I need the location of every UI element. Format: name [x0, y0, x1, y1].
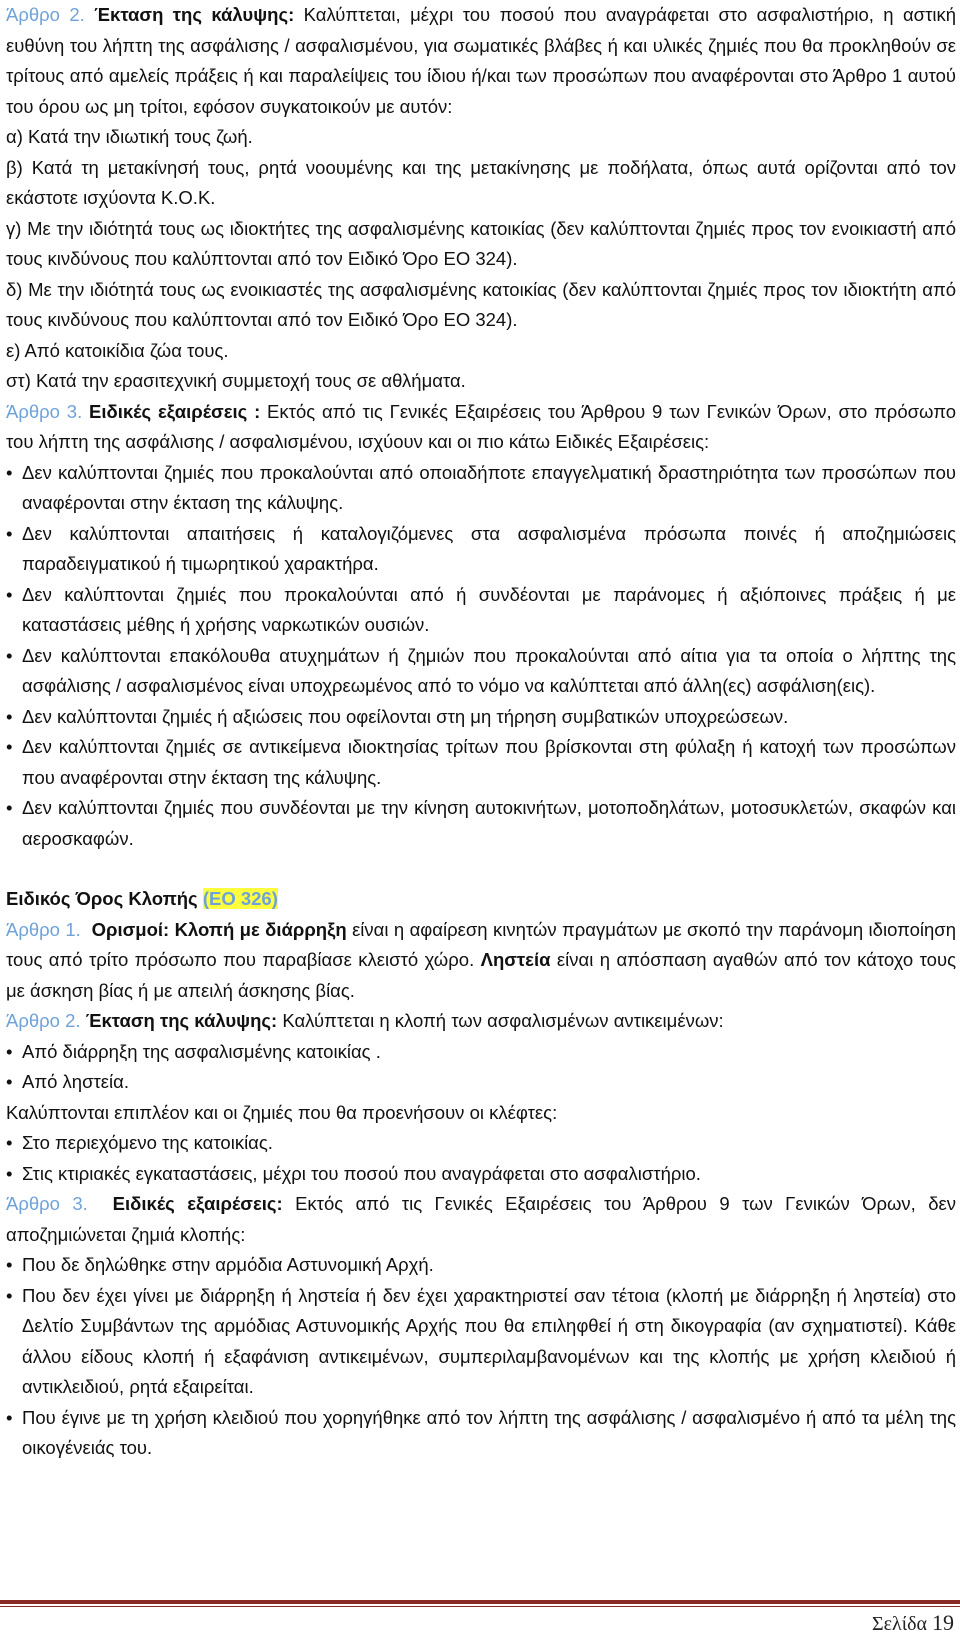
section-title: Ειδικός Όρος Κλοπής [6, 888, 198, 909]
paragraph-art1-definitions [6, 915, 956, 1007]
article-title: Ειδικές εξαιρέσεις : [89, 400, 261, 422]
bullet-item: • Δεν καλύπτονται απαιτήσεις ή καταλογιζόμενες στα ασφαλισμένα πρόσωπα ποινές ή αποζημιώσεις παραδειγματικού ή τιμωρητικού χαρακτήρα. [6, 519, 956, 580]
page-number [872, 1610, 954, 1636]
divider [0, 1606, 960, 1607]
bullet-item: • Δεν καλύπτονται ζημιές ή αξιώσεις που οφείλονται στη μη τήρηση συμβατικών υποχρεώσεων. [6, 702, 956, 733]
bullet-item: • Που δε δηλώθηκε στην αρμόδια Αστυνομική Αρχή. [6, 1250, 956, 1281]
article-text: Εκτός από τις Γενικές Εξαιρέσεις του Άρθρου 9 των Γενικών Όρων, δεν αποζημιώνεται ζημιά κλοπής: [6, 1193, 957, 1245]
paragraph-art3-theft-exclusions [6, 1189, 956, 1250]
article-text: είναι η αφαίρεση κινητών πραγμάτων με σκοπό την παράνομη ιδιοποίηση τους από τρίτο πρόσωπο που παραβίασε κλειστό χώρο. [6, 918, 956, 970]
bullet-item: • Στις κτιριακές εγκαταστάσεις, μέχρι του ποσού που αναγράφεται στο ασφαλιστήριο. [6, 1159, 956, 1190]
article-title: Ορισμοί: Κλοπή με διάρρηξη [91, 918, 347, 940]
divider [0, 1600, 960, 1604]
article-label: Άρθρο 3. [6, 400, 83, 422]
spacer [6, 854, 956, 884]
list-item: α) Κατά την ιδιωτική τους ζωή. [6, 126, 253, 147]
article-text: Εκτός από τις Γενικές Εξαιρέσεις του Άρθρου 9 των Γενικών Όρων, στο πρόσωπο του λήπτη της ασφάλισης / ασφαλισμένου, ισχύουν και οι πιο κάτω Ειδικές Εξαιρέσεις: [6, 400, 957, 452]
bullet-item: • Από διάρρηξη της ασφαλισμένης κατοικίας . [6, 1037, 956, 1068]
bullet-item: • Στο περιεχόμενο της κατοικίας. [6, 1128, 956, 1159]
bullet-item: • Δεν καλύπτονται ζημιές που προκαλούνται από ή συνδέονται με παράνομες ή αξιόποινες πράξεις ή με καταστάσεις μέθης ή χρήσης ναρκωτικών ουσιών. [6, 580, 956, 641]
document-page [6, 0, 956, 1464]
highlighted-code: (ΕΟ 326) [202, 888, 278, 909]
list-item: ε) Από κατοικίδια ζώα τους. [6, 339, 229, 361]
article-title: Έκταση της κάλυψης: [94, 4, 295, 25]
page-label: Σελίδα [871, 1613, 927, 1635]
article-title: Ειδικές εξαιρέσεις: [112, 1193, 283, 1214]
article-text: είναι η απόσπαση αγαθών από τον κάτοχο τους με άσκηση βίας ή με απειλή άσκησης βίας. [6, 949, 956, 1001]
bullet-item: • Που έγινε με τη χρήση κλειδιού που χορηγήθηκε από τον λήπτη της ασφάλισης / ασφαλισμένο ή από τα μέλη της οικογένειάς του. [6, 1403, 956, 1464]
article-text: Καλύπτεται η κλοπή των ασφαλισμένων αντικειμένων: [282, 1010, 724, 1031]
paragraph-text: Καλύπτονται επιπλέον και οι ζημιές που θα προενήσουν οι κλέφτες: [6, 1101, 558, 1123]
article-text: Καλύπτεται, μέχρι του ποσού που αναγράφεται στο ασφαλιστήριο, η αστική ευθύνη του λήπτη της ασφάλισης / ασφαλισμένου, για σωματικές βλάβες ή και υλικές ζημιές που θα προκληθούν σε τρίτους από αμελείς πράξεις ή και παραλείψεις του ίδιου ή/και των προσώπων που αναφέρονται στο Άρθρο 1 αυτού του όρου ως μη τρίτοι, εφόσον συγκατοικούν με αυτόν: [6, 4, 957, 117]
list-item: β) Κατά τη μετακίνησή τους, ρητά νοουμένης και της μετακίνησης με ποδήλατα, όπως αυτά ορίζονται από τον εκάστοτε ισχύοντα Κ.Ο.Κ. [6, 156, 956, 208]
footer-rule [0, 1600, 960, 1607]
page-number-value: 19 [932, 1610, 954, 1635]
bullet-item: • Δεν καλύπτονται ζημιές που συνδέονται με την κίνηση αυτοκινήτων, μοτοποδηλάτων, μοτοσυκλετών, σκαφών και αεροσκαφών. [6, 793, 956, 854]
article-label: Άρθρο 1. [6, 918, 81, 940]
paragraph-art2-theft-coverage [6, 1006, 956, 1037]
paragraph-art3-exclusions [6, 397, 956, 458]
bullet-item: • Δεν καλύπτονται επακόλουθα ατυχημάτων ή ζημιών που προκαλούνται από αίτια για τα οποία ο λήπτης της ασφάλισης / ασφαλισμένος είναι υποχρεωμένος από το νόμο να καλύπτεται από άλλη(ες) ασφάλιση(εις). [6, 641, 956, 702]
list-item: δ) Με την ιδιότητά τους ως ενοικιαστές της ασφαλισμένης κατοικίας (δεν καλύπτονται ζημιές προς τον ιδιοκτήτη από τους κινδύνους που καλύπτονται από τον Ειδικό Όρο ΕΟ 324). [6, 278, 956, 330]
defined-term: Ληστεία [480, 949, 551, 970]
bullet-item: • Που δεν έχει γίνει με διάρρηξη ή ληστεία ή δεν έχει χαρακτηριστεί σαν τέτοια (κλοπή με διάρρηξη ή ληστεία) στο Δελτίο Συμβάντων της αρμόδιας Αστυνομικής Αρχής που θα επιληφθεί ή στη δικογραφία (αν σχηματιστεί). Κάθε άλλου είδους κλοπή ή εξαφάνιση αντικειμένων, συμπεριλαμβανομένων και της κλοπής με χρήση κλειδιού ή αντικλειδιού, ρητά εξαιρείται. [6, 1281, 956, 1403]
article-label: Άρθρο 2. [6, 4, 85, 25]
section-heading [6, 884, 956, 915]
bullet-item: • Δεν καλύπτονται ζημιές που προκαλούνται από οποιαδήποτε επαγγελματική δραστηριότητα των προσώπων που αναφέρονται στην έκταση της κάλυψης. [6, 458, 956, 519]
bullet-item: • Από ληστεία. [6, 1067, 956, 1098]
article-title: Έκταση της κάλυψης: [85, 1010, 278, 1031]
article-label: Άρθρο 2. [6, 1010, 81, 1031]
paragraph-art2-coverage [6, 0, 956, 122]
bullet-item: • Δεν καλύπτονται ζημιές σε αντικείμενα ιδιοκτησίας τρίτων που βρίσκονται στη φύλαξη ή κατοχή των προσώπων που αναφέρονται στην έκταση της κάλυψης. [6, 732, 956, 793]
list-item: γ) Με την ιδιότητά τους ως ιδιοκτήτες της ασφαλισμένης κατοικίας (δεν καλύπτονται ζημιές προς τον ενοικιαστή από τους κινδύνους που καλύπτονται από τον Ειδικό Όρο ΕΟ 324). [6, 217, 956, 269]
list-item: στ) Κατά την ερασιτεχνική συμμετοχή τους σε αθλήματα. [6, 370, 466, 391]
article-label: Άρθρο 3. [6, 1193, 88, 1214]
